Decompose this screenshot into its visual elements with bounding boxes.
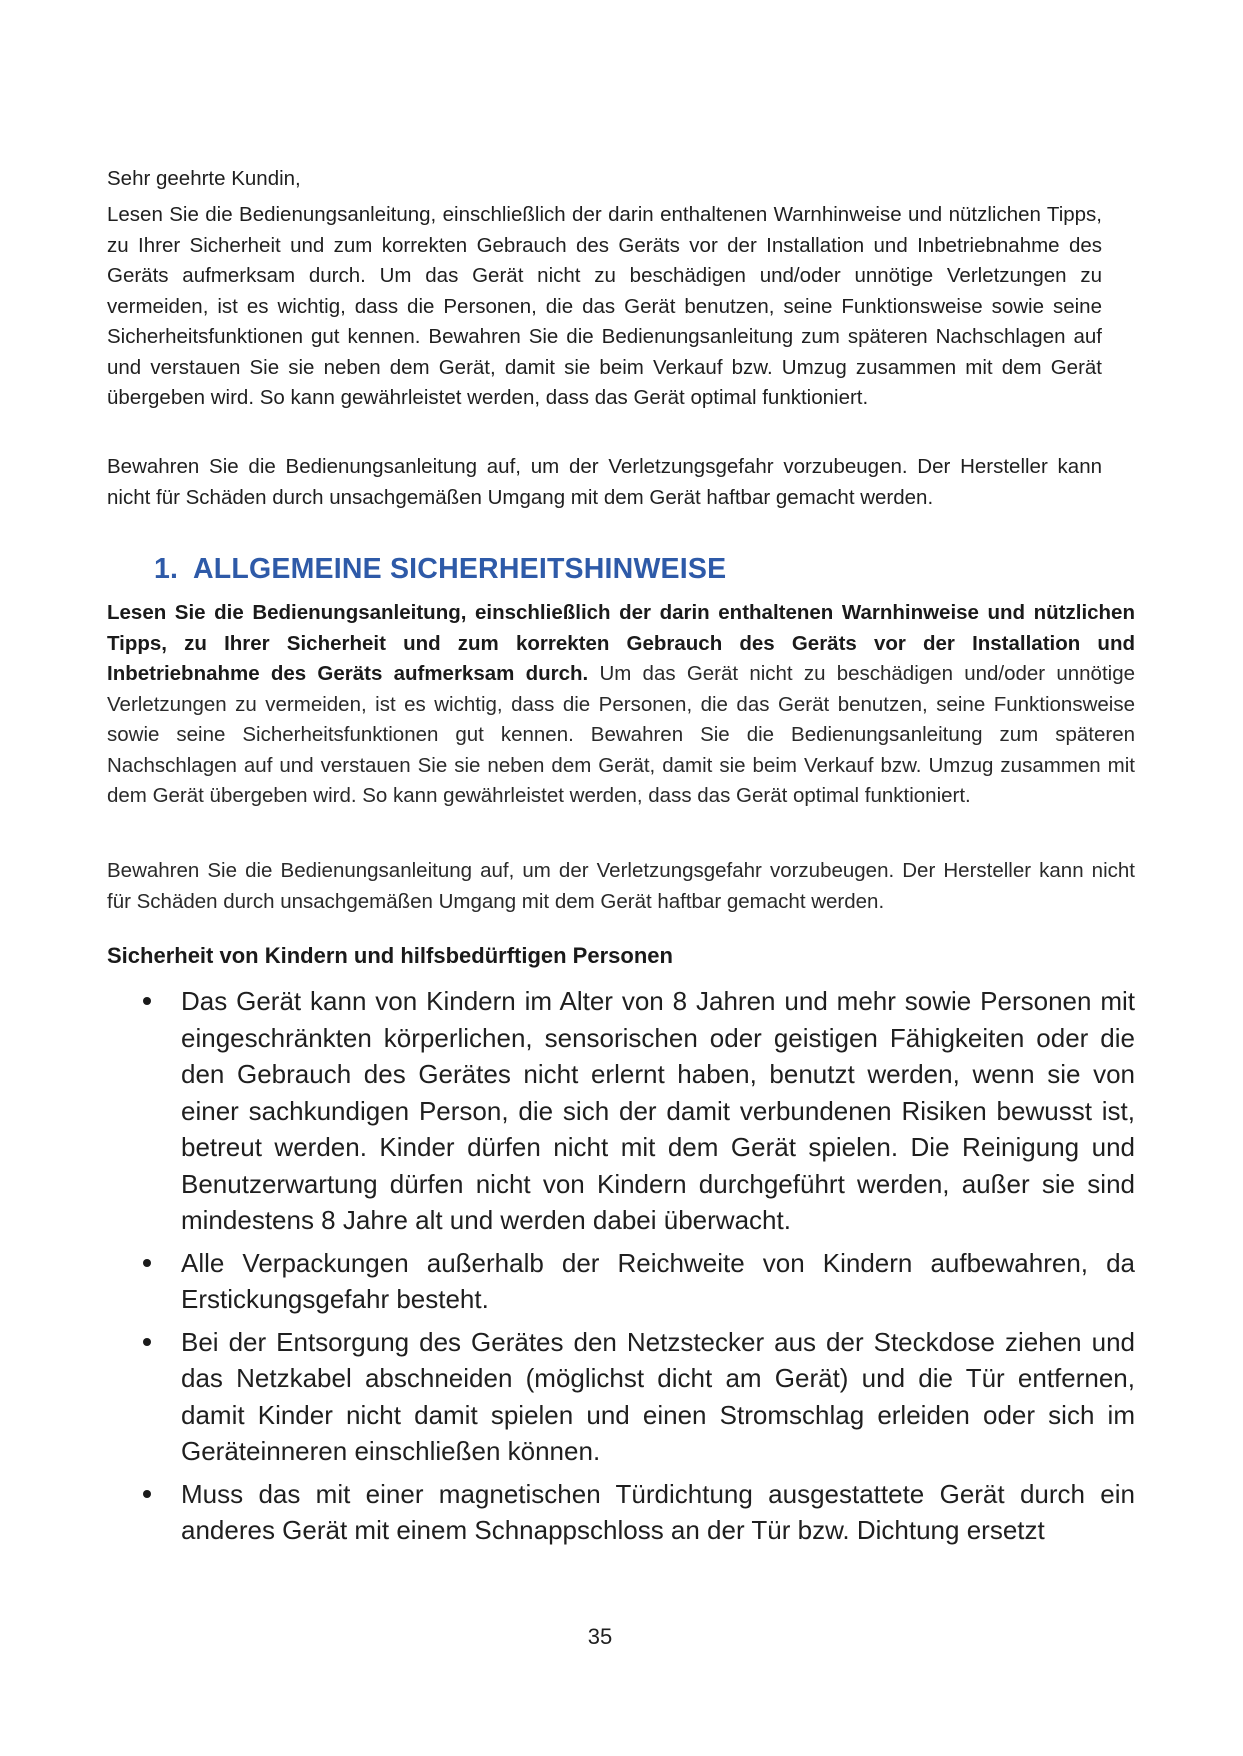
list-item-text: Alle Verpackungen außerhalb der Reichweite von Kindern aufbewahren, da Erstickungsgefahr besteht. xyxy=(181,1247,1135,1314)
bullet-icon xyxy=(143,1490,151,1498)
section-paragraph-1 xyxy=(107,598,1135,812)
page-number: 35 xyxy=(587,1624,613,1649)
list-item-text: Bei der Entsorgung des Gerätes den Netzstecker aus der Steckdose ziehen und das Netzkabel abschneiden (möglichst dicht am Gerät) und die Tür entfernen, damit Kinder nicht damit spielen und einen Stromschlag erleiden oder sich im Geräteinneren einschließen können. xyxy=(181,1326,1135,1466)
bullet-icon xyxy=(143,1259,151,1267)
section-number: 1. xyxy=(154,553,179,585)
bullet-icon xyxy=(143,997,151,1005)
list-item xyxy=(107,983,1135,1239)
section-heading xyxy=(154,551,726,587)
safety-bullet-list xyxy=(107,983,1135,1555)
intro-paragraph-1 xyxy=(107,200,1102,414)
section-paragraph-1-rest: Um das Gerät nicht zu beschädigen und/oder unnötige Verletzungen zu vermeiden, ist es wichtig, dass die Personen, die das Gerät benutzen, seine Funktionsweise sowie seine Sicherheitsfunktionen gut kennen. Bewahren Sie die Bedienungsanleitung zum späteren Nachschlagen auf und verstauen Sie sie neben dem Gerät, damit sie beim Verkauf bzw. Umzug zusammen mit dem Gerät übergeben wird. So kann gewährleistet werden, dass das Gerät optimal funktioniert. xyxy=(107,662,1135,807)
section-paragraph-2-text: Bewahren Sie die Bedienungsanleitung auf, um der Verletzungsgefahr vorzubeugen. Der Hersteller kann nicht für Schäden durch unsachgemäßen Umgang mit dem Gerät haftbar gemacht werden. xyxy=(107,859,1135,913)
list-item-text: Das Gerät kann von Kindern im Alter von 8 Jahren und mehr sowie Personen mit eingeschränkten körperlichen, sensorischen oder geistigen Fähigkeiten oder die den Gebrauch des Gerätes nicht erlernt haben, benutzt werden, wenn sie von einer sachkundigen Person, die sich der damit verbundenen Risiken bewusst ist, betreut werden. Kinder dürfen nicht mit dem Gerät spielen. Die Reinigung und Benutzerwartung dürfen nicht von Kindern durchgeführt werden, außer sie sind mindestens 8 Jahre alt und werden dabei überwacht. xyxy=(181,986,1135,1235)
intro-paragraph-1-text: Lesen Sie die Bedienungsanleitung, einschließlich der darin enthaltenen Warnhinweise und nützlichen Tipps, zu Ihrer Sicherheit und zum korrekten Gebrauch des Geräts vor der Installation und Inbetriebnahme des Geräts aufmerksam durch. Um das Gerät nicht zu beschädigen und/oder unnötige Verletzungen zu vermeiden, ist es wichtig, dass die Personen, die das Gerät benutzen, seine Funktionsweise sowie seine Sicherheitsfunktionen gut kennen. Bewahren Sie die Bedienungsanleitung zum späteren Nachschlagen auf und verstauen Sie sie neben dem Gerät, damit sie beim Verkauf bzw. Umzug zusammen mit dem Gerät übergeben wird. So kann gewährleistet werden, dass das Gerät optimal funktioniert. xyxy=(107,203,1102,409)
list-item xyxy=(107,1476,1135,1549)
intro-paragraph-2 xyxy=(107,452,1102,513)
section-paragraph-1-bold: Lesen Sie die Bedienungsanleitung, einschließlich der darin enthaltenen Warnhinweise und nützlichen Tipps, zu Ihrer Sicherheit und zum korrekten Gebrauch des Geräts vor der Installation und Inbetriebnahme des Geräts aufmerksam durch. xyxy=(107,601,1135,685)
bullet-icon xyxy=(143,1338,151,1346)
subsection-heading: Sicherheit von Kindern und hilfsbedürftigen Personen xyxy=(107,943,673,968)
intro-paragraph-2-text: Bewahren Sie die Bedienungsanleitung auf, um der Verletzungsgefahr vorzubeugen. Der Hersteller kann nicht für Schäden durch unsachgemäßen Umgang mit dem Gerät haftbar gemacht werden. xyxy=(107,455,1102,509)
section-title: ALLGEMEINE SICHERHEITSHINWEISE xyxy=(193,553,727,585)
list-item xyxy=(107,1324,1135,1470)
list-item-text: Muss das mit einer magnetischen Türdichtung ausgestattete Gerät durch ein anderes Gerät mit einem Schnappschloss an der Tür bzw. Dichtung ersetzt xyxy=(181,1478,1135,1545)
list-item xyxy=(107,1245,1135,1318)
greeting: Sehr geehrte Kundin, xyxy=(107,167,301,190)
section-paragraph-2 xyxy=(107,856,1135,917)
